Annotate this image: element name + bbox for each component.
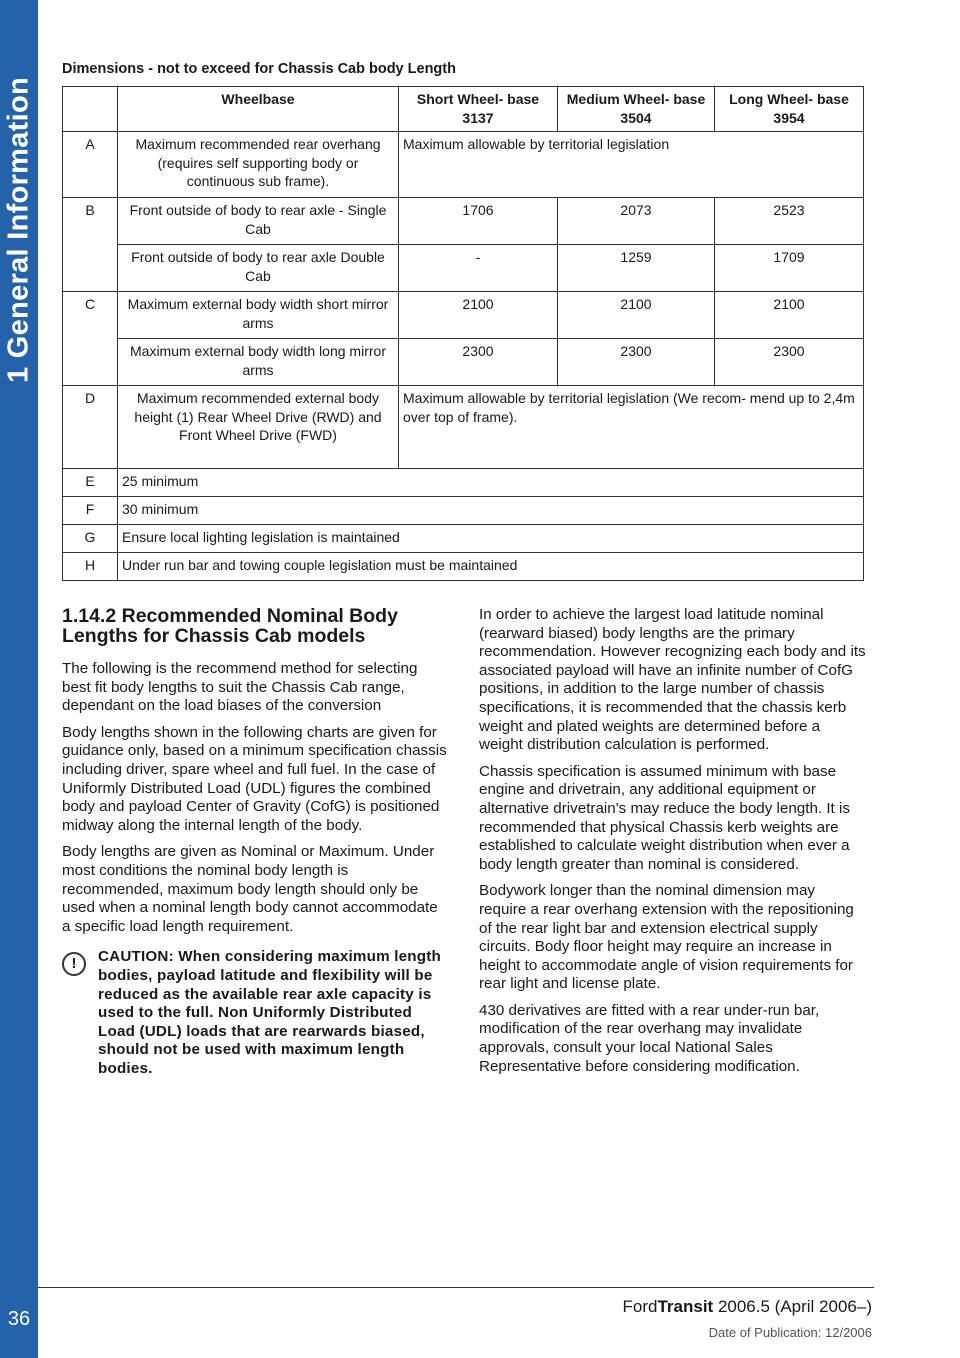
value-short: 1706 — [399, 198, 558, 245]
edition: 2006.5 (April 2006–) — [713, 1297, 872, 1316]
value-long: 2100 — [715, 292, 864, 339]
chapter-sidebar — [0, 0, 38, 1358]
right-column — [479, 606, 866, 1084]
row-letter: A — [63, 132, 118, 198]
table-row — [63, 553, 864, 581]
table-row — [63, 497, 864, 525]
value-short: 2100 — [399, 292, 558, 339]
dimensions-table — [62, 86, 864, 581]
table-row — [63, 469, 864, 497]
row-description: Maximum external body width short mirror arms — [118, 292, 399, 339]
value-medium: 2073 — [558, 198, 715, 245]
chapter-title: 1 General Information — [2, 76, 35, 384]
paragraph: Body lengths shown in the following charts are given for guidance only, based on a minimum specification chassis including driver, spare wheel and full fuel. In the case of Uniformly Distributed Load (UDL) figures the combined body and payload Center of Gravity (CofG) is positioned midway along the internal length of the body. — [62, 723, 447, 834]
table-row — [63, 245, 864, 292]
row-value: Under run bar and towing couple legislation must be maintained — [118, 553, 864, 581]
table-row — [63, 339, 864, 386]
table-header-row — [63, 87, 864, 132]
footer-divider — [38, 1287, 874, 1288]
paragraph: In order to achieve the largest load latitude nominal (rearward biased) body lengths are the primary recommendation. However recognizing each body and its associated payload will have an infinite number of CofG positions, in addition to the large number of chassis specifications, it is recommended that the chassis kerb weight and plated weights are determined before a weight distribution calculation is performed. — [479, 606, 866, 754]
paragraph: Chassis specification is assumed minimum with base engine and drivetrain, any additional equipment or alternative drivetrain's may reduce the body length. It is recommended that physical Chassis kerb weights are established to calculate weight distribution when ever a body length greater than nominal is considered. — [479, 762, 850, 873]
row-value: Maximum allowable by territorial legislation — [399, 132, 864, 198]
row-letter: H — [63, 553, 118, 581]
left-column — [62, 606, 450, 1078]
table-title: Dimensions - not to exceed for Chassis Cab body Length — [62, 61, 456, 77]
row-letter: D — [63, 386, 118, 469]
caution-text: CAUTION: When considering maximum length bodies, payload latitude and flexibility will be reduced as the available rear axle capacity is used to the full. Non Uniformly Distributed Load (UDL) loads that are rearwards biased, should not be used with maximum length bodies. — [98, 948, 441, 1077]
value-long: 2300 — [715, 339, 864, 386]
row-value: Maximum allowable by territorial legislation (We recom- mend up to 2,4m over top of frame). — [399, 386, 864, 469]
value-long: 2523 — [715, 198, 864, 245]
table-row — [63, 292, 864, 339]
paragraph: Bodywork longer than the nominal dimension may require a rear overhang extension with the repositioning of the rear light bar and extension electrical supply circuits. Body floor height may require an increase in height to accommodate angle of vision requirements for rear light and license plate. — [479, 882, 854, 993]
row-letter: G — [63, 525, 118, 553]
value-long: 1709 — [715, 245, 864, 292]
header-short-wheelbase: Short Wheel- base 3137 — [399, 87, 558, 132]
brand-model: Transit — [657, 1297, 714, 1316]
row-letter: C — [63, 292, 118, 386]
publication-date: Date of Publication: 12/2006 — [708, 1325, 872, 1340]
row-description: Maximum recommended rear overhang (requires self supporting body or continuous sub frame). — [118, 132, 399, 198]
brand-prefix: Ford — [622, 1297, 658, 1316]
value-medium: 1259 — [558, 245, 715, 292]
row-value: 30 minimum — [118, 497, 864, 525]
paragraph: 430 derivatives are fitted with a rear under-run bar, modification of the rear overhang may invalidate approvals, consult your local National Sales Representative before considering modification. — [479, 1001, 820, 1075]
caution-note — [62, 948, 450, 1078]
table-row — [63, 386, 864, 469]
row-letter: B — [63, 198, 118, 292]
row-description: Front outside of body to rear axle Double Cab — [118, 245, 399, 292]
row-letter: E — [63, 469, 118, 497]
value-medium: 2300 — [558, 339, 715, 386]
caution-icon: ! — [62, 952, 86, 976]
row-description: Maximum external body width long mirror arms — [118, 339, 399, 386]
header-medium-wheelbase: Medium Wheel- base 3504 — [558, 87, 715, 132]
header-wheelbase: Wheelbase — [118, 87, 399, 132]
page-number: 36 — [7, 1308, 31, 1330]
header-long-wheelbase: Long Wheel- base 3954 — [715, 87, 864, 132]
row-value: 25 minimum — [118, 469, 864, 497]
header-letter — [63, 87, 118, 132]
value-short: 2300 — [399, 339, 558, 386]
table-row — [63, 198, 864, 245]
table-row — [63, 525, 864, 553]
row-description: Maximum recommended external body height (1) Rear Wheel Drive (RWD) and Front Wheel Drive (FWD) — [118, 386, 399, 469]
value-medium: 2100 — [558, 292, 715, 339]
row-letter: F — [63, 497, 118, 525]
footer-brand — [623, 1297, 873, 1317]
value-short: - — [399, 245, 558, 292]
table-row — [63, 132, 864, 198]
section-heading: 1.14.2 Recommended Nominal Body Lengths for Chassis Cab models — [62, 605, 398, 647]
paragraph: The following is the recommend method for selecting best fit body lengths to suit the Chassis Cab range, dependant on the load biases of the conversion — [62, 660, 418, 715]
row-value: Ensure local lighting legislation is maintained — [118, 525, 864, 553]
row-description: Front outside of body to rear axle - Single Cab — [118, 198, 399, 245]
paragraph: Body lengths are given as Nominal or Maximum. Under most conditions the nominal body length is recommended, maximum body length should only be used when a nominal length body cannot accommodate a specific load length requirement. — [62, 843, 438, 935]
